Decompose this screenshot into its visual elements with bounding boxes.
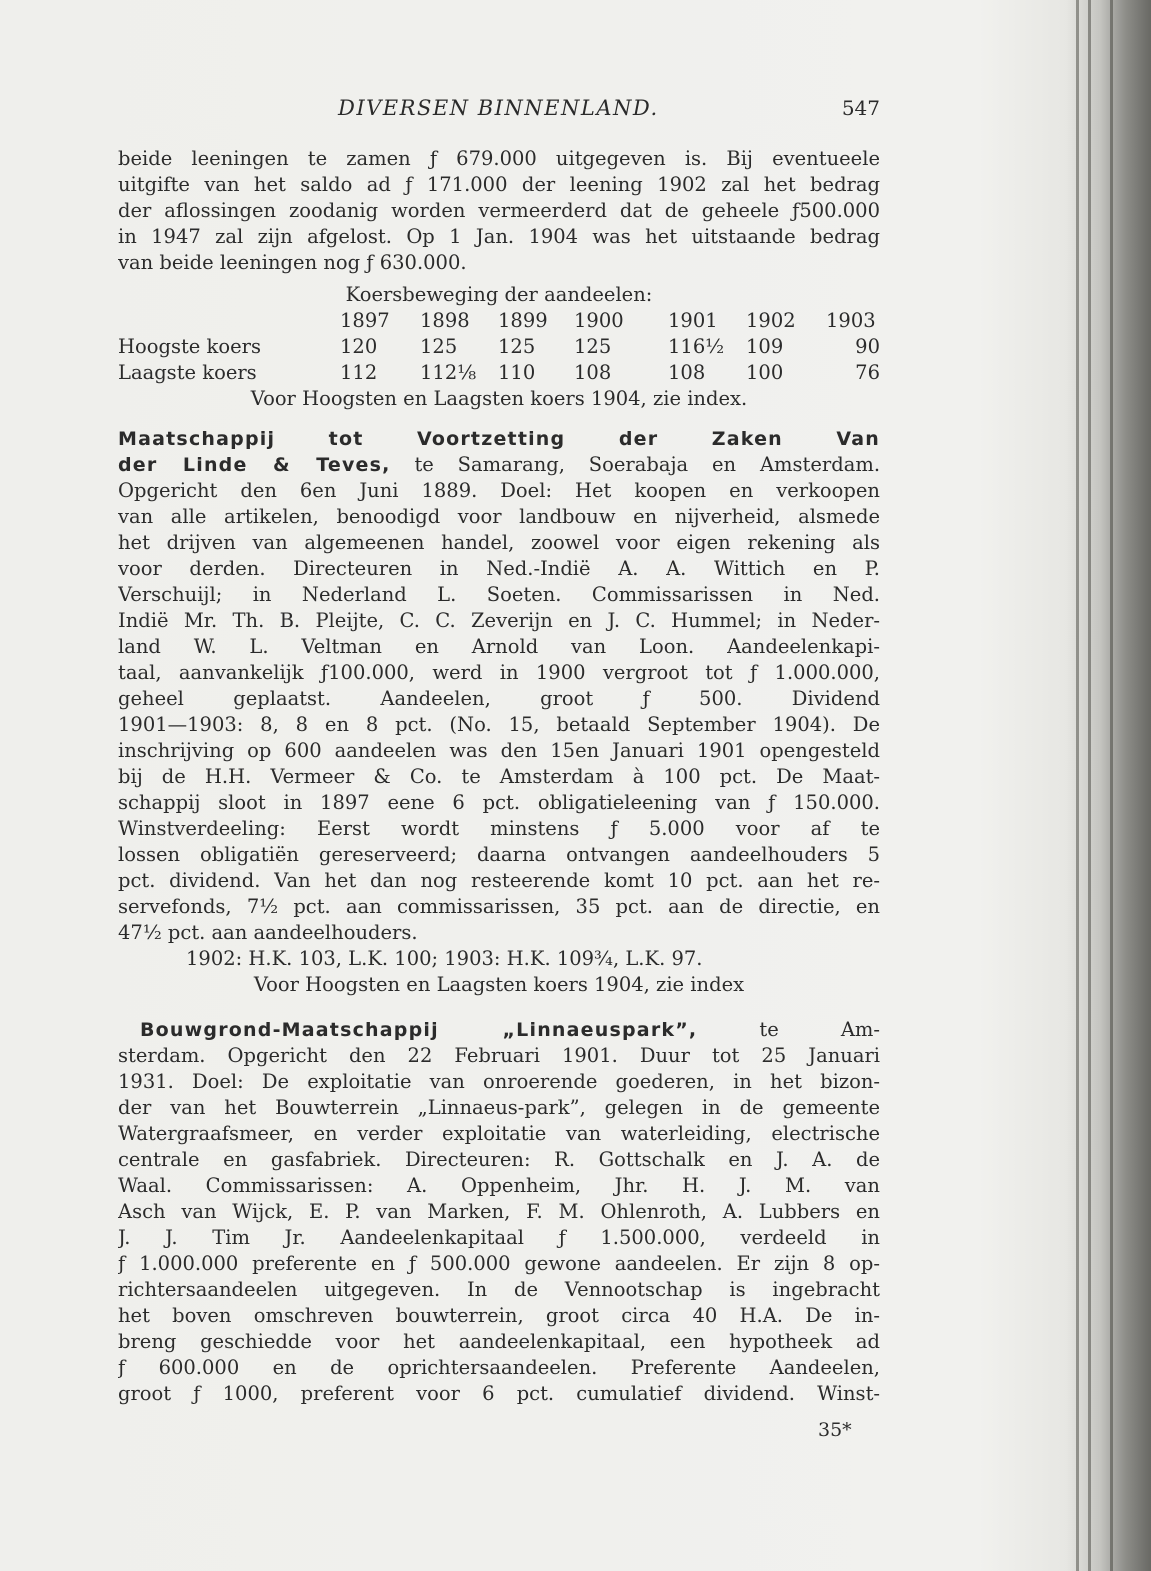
text-line: Waal. Commissarissen: A. Oppenheim, Jhr. H. J. M. van xyxy=(118,1174,880,1197)
value-cell: 125 xyxy=(498,335,536,358)
section-van-der-linde-teves xyxy=(118,426,880,998)
text-line: geheel geplaatst. Aandeelen, groot ƒ 500. Dividend xyxy=(118,687,880,710)
text-line: inschrijving op 600 aandeelen was den 15en Januari 1901 opengesteld xyxy=(118,739,880,762)
year-cell: 1898 xyxy=(420,309,470,332)
koers-table-block xyxy=(118,282,880,412)
text-line: servefonds, 7½ pct. aan commissarissen, 35 pct. aan de directie, en xyxy=(118,895,880,918)
signature-mark: 35* xyxy=(818,1419,852,1441)
value-cell: 116½ xyxy=(668,335,725,358)
text-line: van alle artikelen, benoodigd voor landbouw en nijverheid, alsmede xyxy=(118,505,880,528)
value-cell: 125 xyxy=(420,335,458,358)
text-line: pct. dividend. Van het dan nog resteerende komt 10 pct. aan het re- xyxy=(118,869,880,892)
intro-paragraph xyxy=(118,146,880,276)
text-line: ƒ 600.000 en de oprichtersaandeelen. Preferente Aandeelen, xyxy=(118,1356,880,1379)
text-line: schappij sloot in 1897 eene 6 pct. obligatieleening van ƒ 150.000. xyxy=(118,791,880,814)
year-cell: 1899 xyxy=(498,309,548,332)
table-row xyxy=(118,360,880,386)
value-cell: 112⅛ xyxy=(420,361,477,384)
running-head xyxy=(120,96,880,126)
text-line: taal, aanvankelijk ƒ100.000, werd in 1900 vergroot tot ƒ 1.000.000, xyxy=(118,661,880,684)
koers-table-note: Voor Hoogsten en Laagsten koers 1904, zie index. xyxy=(250,387,748,410)
year-cell: 1901 xyxy=(668,309,718,332)
koers-note: Voor Hoogsten en Laagsten koers 1904, zie index xyxy=(253,973,745,996)
spine-line xyxy=(1110,0,1113,1571)
year-cell: 1903 xyxy=(826,309,876,332)
text-line: centrale en gasfabriek. Directeuren: R. Gottschalk en J. A. de xyxy=(118,1148,880,1171)
value-cell: 90 xyxy=(855,335,880,358)
value-cell: 108 xyxy=(668,361,706,384)
spine-line xyxy=(1076,0,1079,1571)
text-line: uitgifte van het saldo ad ƒ 171.000 der leening 1902 zal het bedrag xyxy=(118,173,880,196)
running-head-title: DIVERSEN BINNENLAND. xyxy=(338,96,659,120)
spine-line xyxy=(1088,0,1091,1571)
text-line: 1901—1903: 8, 8 en 8 pct. (No. 15, betaald September 1904). De xyxy=(118,713,880,736)
row-label: Hoogste koers xyxy=(118,335,261,358)
text-line: 47½ pct. aan aandeelhouders. xyxy=(118,921,418,944)
text-line: Watergraafsmeer, en verder exploitatie van waterleiding, electrische xyxy=(118,1122,880,1145)
koers-table xyxy=(118,308,880,386)
text-line: het boven omschreven bouwterrein, groot circa 40 H.A. De in- xyxy=(118,1304,880,1327)
year-cell: 1902 xyxy=(746,309,796,332)
value-cell: 120 xyxy=(340,335,378,358)
section-heading-line-2 xyxy=(118,452,880,478)
text-line: het drijven van algemeenen handel, zoowel voor eigen rekening als xyxy=(118,531,880,554)
company-name: Bouwgrond-Maatschappij „Linnaeuspark”, xyxy=(140,1019,698,1041)
company-location: te Samarang, Soerabaja en Amsterdam. xyxy=(414,453,880,476)
text-line: richtersaandeelen uitgegeven. In de Vennootschap is ingebracht xyxy=(118,1278,880,1301)
section-linnaeuspark xyxy=(118,1017,880,1407)
text-line: Asch van Wijck, E. P. van Marken, F. M. Ohlenroth, A. Lubbers en xyxy=(118,1200,880,1223)
text-line: land W. L. Veltman en Arnold van Loon. Aandeelenkapi- xyxy=(118,635,880,658)
text-line: Opgericht den 6en Juni 1889. Doel: Het koopen en verkoopen xyxy=(118,479,880,502)
text-line: der van het Bouwterrein „Linnaeus-park”, gelegen in de gemeente xyxy=(118,1096,880,1119)
section-heading xyxy=(118,1017,880,1043)
text-line: breng geschiedde voor het aandeelenkapitaal, een hypotheek ad xyxy=(118,1330,880,1353)
value-cell: 112 xyxy=(340,361,378,384)
year-cell: 1897 xyxy=(340,309,390,332)
page-number: 547 xyxy=(841,96,880,120)
text-line: der aflossingen zoodanig worden vermeerderd dat de geheele ƒ500.000 xyxy=(118,199,880,222)
text-line: Verschuijl; in Nederland L. Soeten. Commissarissen in Ned. xyxy=(118,583,880,606)
text-line: in 1947 zal zijn afgelost. Op 1 Jan. 1904 was het uitstaande bedrag xyxy=(118,225,880,248)
text-line: beide leeningen te zamen ƒ 679.000 uitgegeven is. Bij eventueele xyxy=(118,147,880,170)
text-line: van beide leeningen nog ƒ 630.000. xyxy=(118,251,467,274)
text-line: J. J. Tim Jr. Aandeelenkapitaal ƒ 1.500.000, verdeeld in xyxy=(118,1226,880,1249)
value-cell: 110 xyxy=(498,361,536,384)
company-name: der Linde & Teves, xyxy=(118,454,391,476)
text-line: 1931. Doel: De exploitatie van onroerende goederen, in het bizon- xyxy=(118,1070,880,1093)
value-cell: 100 xyxy=(746,361,784,384)
text-line: bij de H.H. Vermeer & Co. te Amsterdam à 100 pct. De Maat- xyxy=(118,765,880,788)
text-line: voor derden. Directeuren in Ned.-Indië A. A. Wittich en P. xyxy=(118,557,880,580)
text-line: ƒ 1.000.000 preferente en ƒ 500.000 gewone aandeelen. Er zijn 8 op- xyxy=(118,1252,880,1275)
value-cell: 109 xyxy=(746,335,784,358)
table-row xyxy=(118,334,880,360)
value-cell: 108 xyxy=(574,361,612,384)
value-cell: 76 xyxy=(855,361,880,384)
company-location: te Am- xyxy=(759,1018,880,1041)
text-line: lossen obligatiën gereserveerd; daarna ontvangen aandeelhouders 5 xyxy=(118,843,880,866)
row-label: Laagste koers xyxy=(118,361,257,384)
text-line: Winstverdeeling: Eerst wordt minstens ƒ 5.000 voor af te xyxy=(118,817,880,840)
text-line: sterdam. Opgericht den 22 Februari 1901. Duur tot 25 Januari xyxy=(118,1044,880,1067)
koers-table-caption: Koersbeweging der aandeelen: xyxy=(345,283,653,306)
book-spine-shadow xyxy=(1066,0,1151,1571)
value-cell: 125 xyxy=(574,335,612,358)
table-cell xyxy=(118,308,340,334)
text-line: Indië Mr. Th. B. Pleijte, C. C. Zeverijn en J. C. Hummel; in Neder- xyxy=(118,609,880,632)
text-line: groot ƒ 1000, preferent voor 6 pct. cumulatief dividend. Winst- xyxy=(118,1382,880,1405)
koers-table-years-row xyxy=(118,308,880,334)
section-heading xyxy=(118,426,880,452)
year-cell: 1900 xyxy=(574,309,624,332)
koers-line: 1902: H.K. 103, L.K. 100; 1903: H.K. 109¾, L.K. 97. xyxy=(186,947,703,970)
company-name: Maatschappij tot Voortzetting der Zaken Van xyxy=(118,428,880,450)
